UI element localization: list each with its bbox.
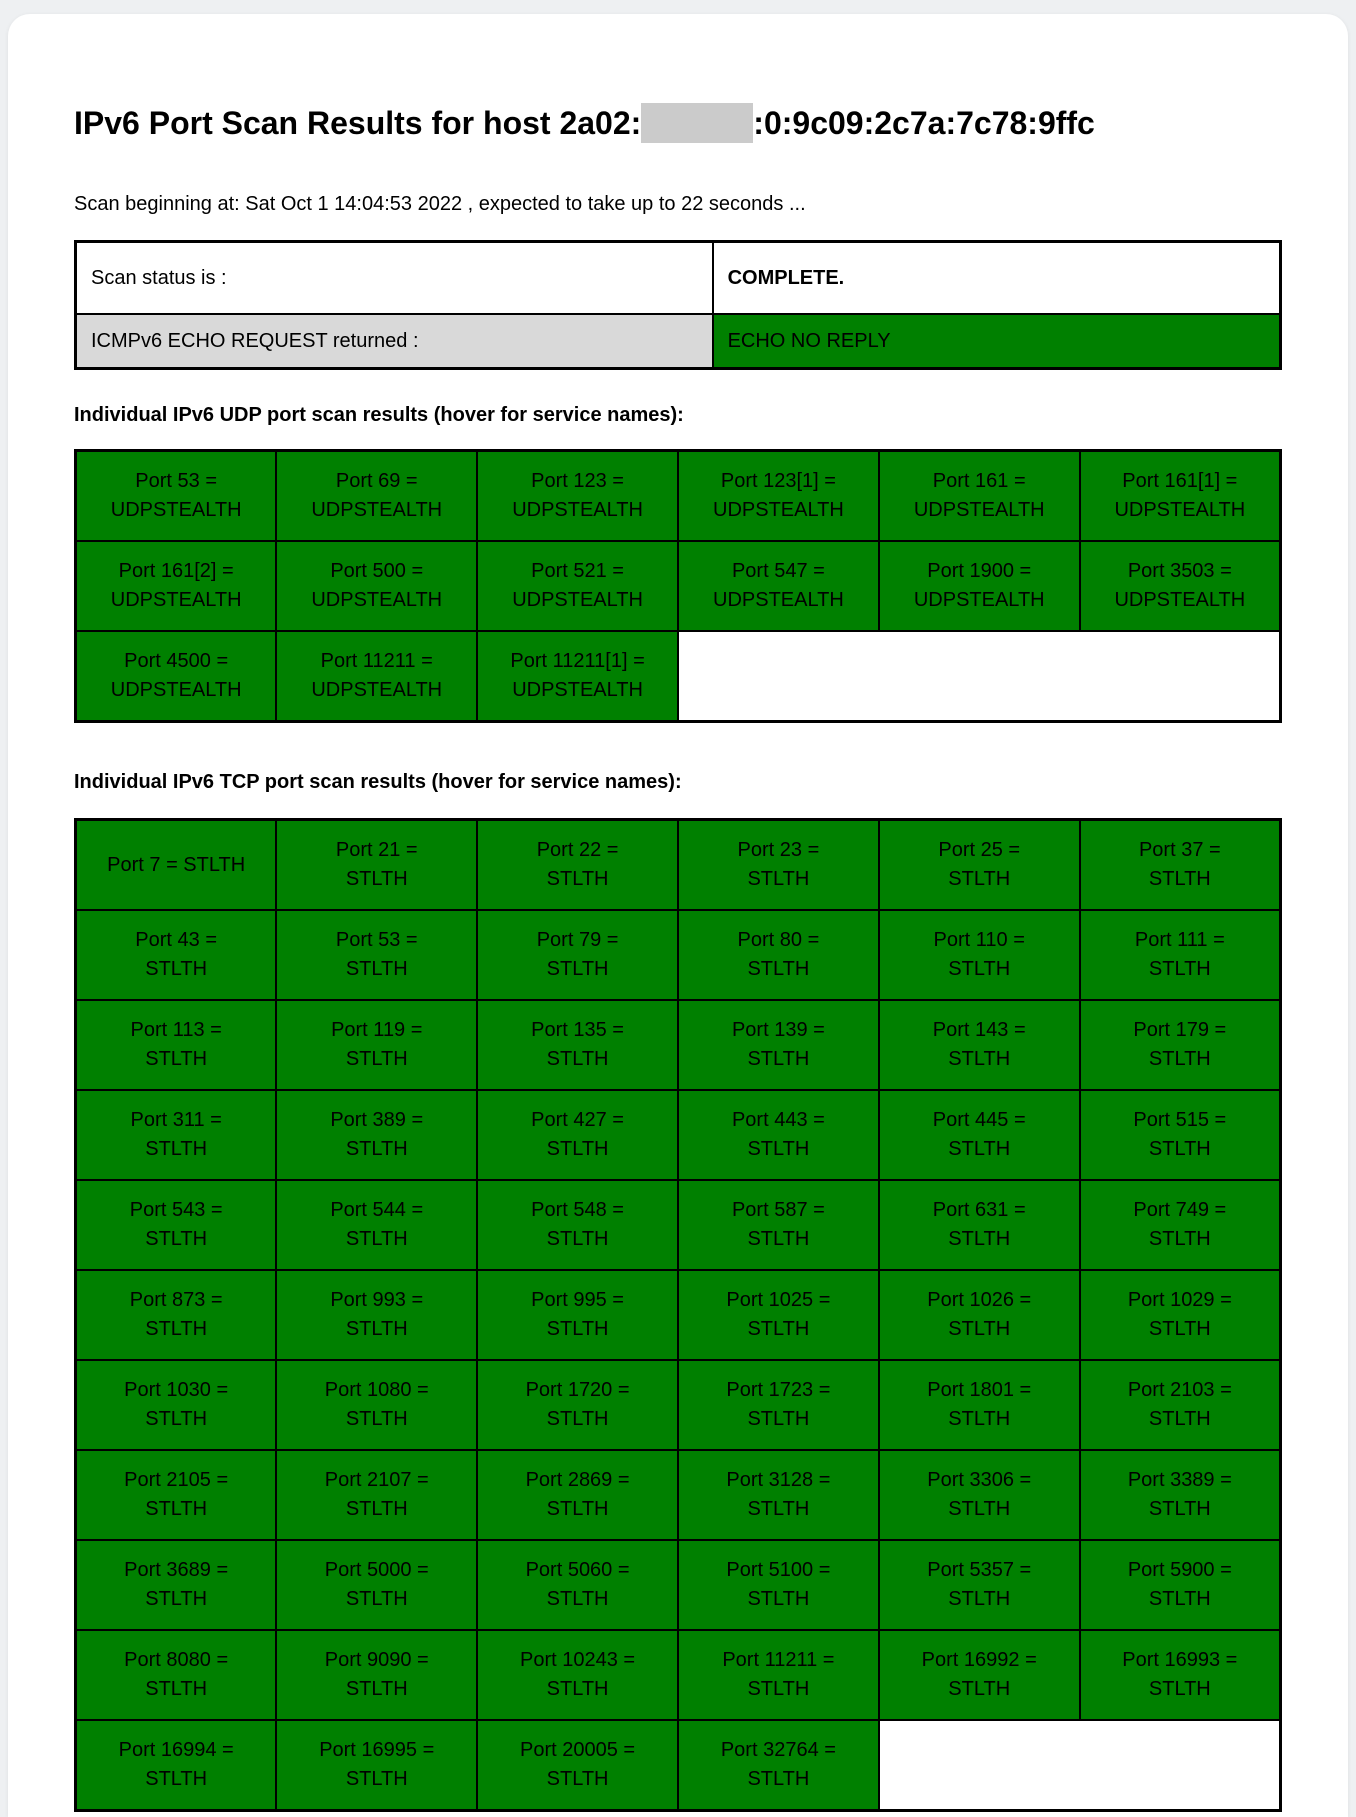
tcp-port-cell: Port 544 = STLTH [276,1180,477,1270]
udp-port-cell: Port 53 = UDPSTEALTH [76,451,277,542]
empty-cell [678,631,1281,722]
tcp-port-cell: Port 8080 = STLTH [76,1630,277,1720]
tcp-port-cell: Port 5000 = STLTH [276,1540,477,1630]
tcp-port-cell: Port 543 = STLTH [76,1180,277,1270]
tcp-port-cell: Port 5357 = STLTH [879,1540,1080,1630]
tcp-port-cell: Port 995 = STLTH [477,1270,678,1360]
udp-port-cell: Port 11211 = UDPSTEALTH [276,631,477,722]
tcp-port-cell: Port 143 = STLTH [879,1000,1080,1090]
table-row [76,1180,1281,1270]
tcp-port-cell: Port 9090 = STLTH [276,1630,477,1720]
tcp-port-cell: Port 1025 = STLTH [678,1270,879,1360]
tcp-port-cell: Port 993 = STLTH [276,1270,477,1360]
content-card [8,14,1348,1817]
tcp-port-cell: Port 3128 = STLTH [678,1450,879,1540]
udp-port-cell: Port 547 = UDPSTEALTH [678,541,879,631]
tcp-port-cell: Port 515 = STLTH [1080,1090,1281,1180]
udp-port-cell: Port 161[1] = UDPSTEALTH [1080,451,1281,542]
tcp-port-cell: Port 5060 = STLTH [477,1540,678,1630]
tcp-port-cell: Port 1801 = STLTH [879,1360,1080,1450]
tcp-port-cell: Port 1029 = STLTH [1080,1270,1281,1360]
tcp-section-heading: Individual IPv6 TCP port scan results (hover for service names): [74,771,682,793]
udp-port-cell: Port 11211[1] = UDPSTEALTH [477,631,678,722]
table-row [76,820,1281,911]
tcp-port-cell: Port 113 = STLTH [76,1000,277,1090]
tcp-port-cell: Port 7 = STLTH [76,820,277,911]
tcp-port-cell: Port 3389 = STLTH [1080,1450,1281,1540]
udp-port-cell: Port 4500 = UDPSTEALTH [76,631,277,722]
tcp-port-cell: Port 37 = STLTH [1080,820,1281,911]
scan-status-table [74,240,1282,370]
redaction-box [641,103,753,143]
table-row [76,1270,1281,1360]
tcp-port-cell: Port 16995 = STLTH [276,1720,477,1811]
tcp-port-cell: Port 389 = STLTH [276,1090,477,1180]
tcp-port-cell: Port 1080 = STLTH [276,1360,477,1450]
table-row [76,1450,1281,1540]
tcp-port-cell: Port 1720 = STLTH [477,1360,678,1450]
table-row [76,1720,1281,1811]
scan-status-value: COMPLETE. [713,242,1281,315]
tcp-port-cell: Port 5900 = STLTH [1080,1540,1281,1630]
udp-port-cell: Port 123[1] = UDPSTEALTH [678,451,879,542]
tcp-port-cell: Port 11211 = STLTH [678,1630,879,1720]
udp-port-cell: Port 500 = UDPSTEALTH [276,541,477,631]
table-row [76,1540,1281,1630]
tcp-port-cell: Port 587 = STLTH [678,1180,879,1270]
tcp-port-cell: Port 548 = STLTH [477,1180,678,1270]
udp-port-cell: Port 161[2] = UDPSTEALTH [76,541,277,631]
tcp-port-cell: Port 2107 = STLTH [276,1450,477,1540]
tcp-port-cell: Port 53 = STLTH [276,910,477,1000]
page-title-suffix: :0:9c09:2c7a:7c78:9ffc [753,105,1095,141]
page-title-prefix: IPv6 Port Scan Results for host 2a02: [74,105,642,141]
tcp-port-cell: Port 2869 = STLTH [477,1450,678,1540]
table-row [76,451,1281,542]
scan-status-label: Scan status is : [76,242,713,315]
tcp-port-cell: Port 32764 = STLTH [678,1720,879,1811]
table-row [76,1360,1281,1450]
tcp-port-cell: Port 179 = STLTH [1080,1000,1281,1090]
tcp-port-cell: Port 139 = STLTH [678,1000,879,1090]
tcp-port-cell: Port 23 = STLTH [678,820,879,911]
tcp-port-cell: Port 10243 = STLTH [477,1630,678,1720]
tcp-port-cell: Port 22 = STLTH [477,820,678,911]
tcp-port-cell: Port 749 = STLTH [1080,1180,1281,1270]
tcp-port-cell: Port 631 = STLTH [879,1180,1080,1270]
table-row [76,541,1281,631]
tcp-port-cell: Port 110 = STLTH [879,910,1080,1000]
tcp-port-cell: Port 445 = STLTH [879,1090,1080,1180]
tcp-port-cell: Port 2105 = STLTH [76,1450,277,1540]
tcp-port-cell: Port 311 = STLTH [76,1090,277,1180]
tcp-port-cell: Port 16993 = STLTH [1080,1630,1281,1720]
tcp-port-cell: Port 3689 = STLTH [76,1540,277,1630]
tcp-port-cell: Port 443 = STLTH [678,1090,879,1180]
tcp-port-cell: Port 21 = STLTH [276,820,477,911]
tcp-port-cell: Port 79 = STLTH [477,910,678,1000]
table-row [76,242,1281,315]
tcp-port-cell: Port 1030 = STLTH [76,1360,277,1450]
tcp-results-table [74,818,1282,1812]
tcp-port-cell: Port 119 = STLTH [276,1000,477,1090]
table-row [76,314,1281,369]
icmp-echo-value: ECHO NO REPLY [713,314,1281,369]
udp-section-heading: Individual IPv6 UDP port scan results (hover for service names): [74,404,684,426]
tcp-port-cell: Port 25 = STLTH [879,820,1080,911]
table-row [76,1630,1281,1720]
empty-cell [879,1720,1281,1811]
tcp-port-cell: Port 3306 = STLTH [879,1450,1080,1540]
tcp-port-cell: Port 16992 = STLTH [879,1630,1080,1720]
table-row [76,910,1281,1000]
content-area [74,14,1282,1812]
table-row [76,1090,1281,1180]
tcp-port-cell: Port 873 = STLTH [76,1270,277,1360]
table-row [76,631,1281,722]
scan-info-text: Scan beginning at: Sat Oct 1 14:04:53 2022 , expected to take up to 22 seconds ... [74,193,806,215]
udp-port-cell: Port 123 = UDPSTEALTH [477,451,678,542]
tcp-port-cell: Port 1026 = STLTH [879,1270,1080,1360]
udp-port-cell: Port 3503 = UDPSTEALTH [1080,541,1281,631]
tcp-port-cell: Port 16994 = STLTH [76,1720,277,1811]
page-title [74,103,1282,143]
tcp-port-cell: Port 43 = STLTH [76,910,277,1000]
tcp-port-cell: Port 2103 = STLTH [1080,1360,1281,1450]
icmp-echo-label: ICMPv6 ECHO REQUEST returned : [76,314,713,369]
udp-port-cell: Port 1900 = UDPSTEALTH [879,541,1080,631]
table-row [76,1000,1281,1090]
udp-port-cell: Port 161 = UDPSTEALTH [879,451,1080,542]
tcp-port-cell: Port 111 = STLTH [1080,910,1281,1000]
udp-port-cell: Port 521 = UDPSTEALTH [477,541,678,631]
tcp-port-cell: Port 80 = STLTH [678,910,879,1000]
tcp-port-cell: Port 5100 = STLTH [678,1540,879,1630]
tcp-port-cell: Port 135 = STLTH [477,1000,678,1090]
tcp-port-cell: Port 20005 = STLTH [477,1720,678,1811]
tcp-port-cell: Port 427 = STLTH [477,1090,678,1180]
udp-results-table [74,449,1282,723]
udp-port-cell: Port 69 = UDPSTEALTH [276,451,477,542]
tcp-port-cell: Port 1723 = STLTH [678,1360,879,1450]
